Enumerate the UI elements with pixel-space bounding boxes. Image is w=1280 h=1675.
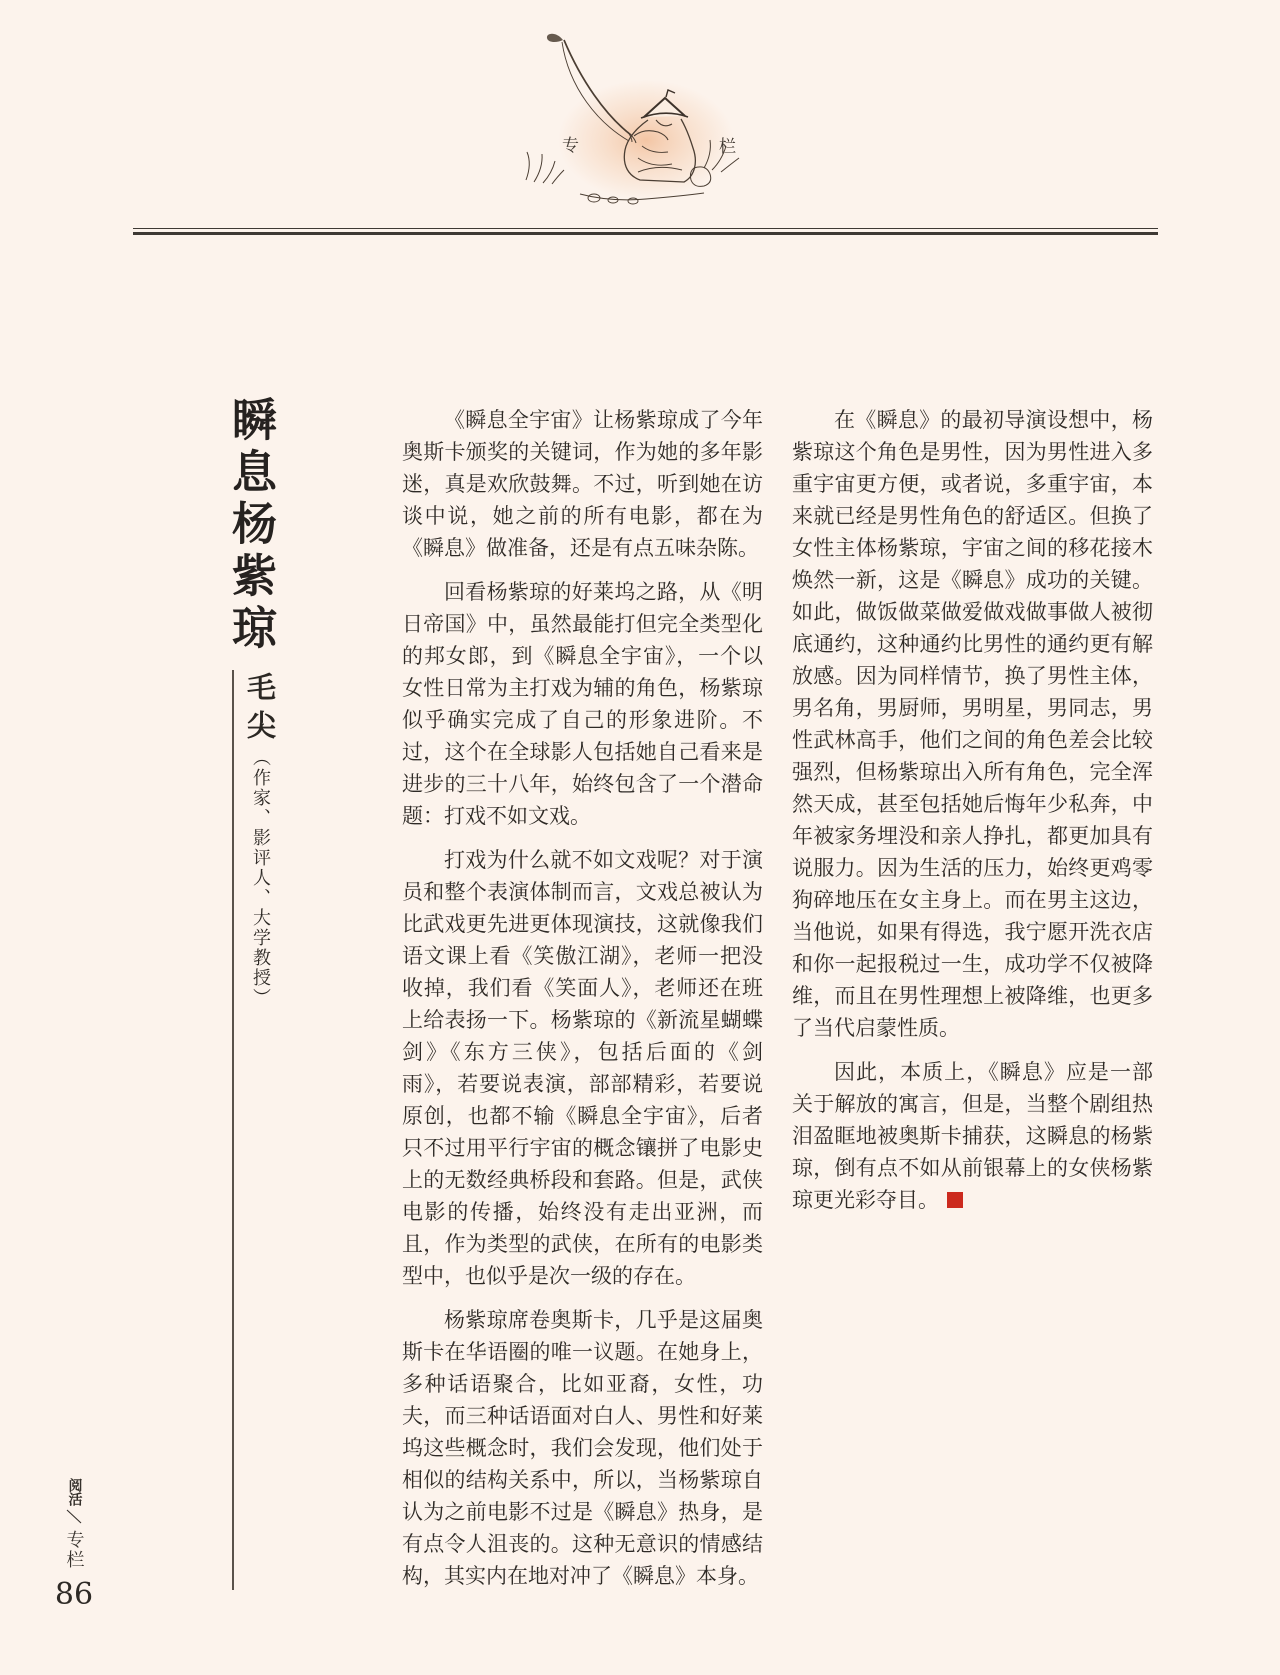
paragraph: 在《瞬息》的最初导演设想中，杨紫琼这个角色是男性，因为男性进入多重宇宙更方便，或者说，多重宇宙，本来就已经是男性角色的舒适区。但换了女性主体杨紫琼，宇宙之间的移花接木焕然一新，这是《瞬息》成功的关键。如此，做饭做菜做爱做戏做事做人被彻底通约，这种通约比男性的通约更有解放感。因为同样情节，换了男性主体，男名角，男厨师，男明星，男同志，男性武林高手，他们之间的角色差会比较强烈，但杨紫琼出入所有角色，完全浑然天成，甚至包括她后悔年少私奔，中年被家务埋没和亲人挣扎，都更加具有说服力。因为生活的压力，始终更鸡零狗碎地压在女主身上。而在男主这边，当他说，如果有得选，我宁愿开洗衣店和你一起报税过一生，成功学不仅被降维，而且在男性理想上被降维，也更多了当代启蒙性质。 [792,408,1153,1040]
paragraph: 打戏为什么就不如文戏呢？对于演员和整个表演体制而言，文戏总被认为比武戏更先进更体现演技，这就像我们语文课上看《笑傲江湖》，老师一把没收掉，我们看《笑面人》，老师还在班上给表扬一下。杨紫琼的《新流星蝴蝶剑》《东方三侠》，包括后面的《剑雨》，若要说表演，部部精彩，若要说原创，也都不输《瞬息全宇宙》，后者只不过用平行宇宙的概念镶拼了电影史上的无数经典桥段和套路。但是，武侠电影的传播，始终没有走出亚洲，而且，作为类型的武侠，在所有的电影类型中，也似乎是次一级的存在。 [402,848,763,1288]
author-divider-line [232,670,234,1590]
article-title: 瞬息杨紫琼 [224,396,277,656]
fisherman-illustration [488,16,793,212]
header-label-left: 专 [562,136,579,156]
header-label-right: 栏 [719,137,736,157]
page-footer [52,1478,96,1612]
author-block [242,672,278,1008]
header-divider-rule [133,228,1158,235]
fisherman-sketch-icon [488,16,793,212]
paragraph-text: 因此，本质上，《瞬息》应是一部关于解放的寓言，但是，当整个剧组热泪盈眶地被奥斯卡捕获，这瞬息的杨紫琼，倒有点不如从前银幕上的女侠杨紫琼更光彩夺目。 [792,1060,1153,1212]
article-column-1 [402,404,763,1604]
section-name: 专栏 [63,1530,85,1570]
magazine-name: 阅活 [66,1478,83,1506]
author-description: （作家、影评人、大学教授） [250,748,271,1008]
article-end-mark [947,1192,963,1208]
paragraph: 《瞬息全宇宙》让杨紫琼成了今年奥斯卡颁奖的关键词，作为她的多年影迷，真是欢欣鼓舞。不过，听到她在访谈中说，她之前的所有电影，都在为《瞬息》做准备，还是有点五味杂陈。 [402,408,763,560]
paragraph [792,1056,1153,1216]
paragraph: 杨紫琼席卷奥斯卡，几乎是这届奥斯卡在华语圈的唯一议题。在她身上，多种话语聚合，比如亚裔，女性，功夫，而三种话语面对白人、男性和好莱坞这些概念时，我们会发现，他们处于相似的结构关系中，所以，当杨紫琼自认为之前电影不过是《瞬息》热身，是有点令人沮丧的。这种无意识的情感结构，其实内在地对冲了《瞬息》本身。 [402,1308,763,1588]
footer-slash-icon [65,1508,83,1529]
paragraph: 回看杨紫琼的好莱坞之路，从《明日帝国》中，虽然最能打但完全类型化的邦女郎，到《瞬息全宇宙》，一个以女性日常为主打戏为辅的角色，杨紫琼似乎确实完成了自己的形象进阶。不过，这个在全球影人包括她自己看来是进步的三十八年，始终包含了一个潜命题：打戏不如文戏。 [402,580,763,828]
article-column-2 [792,404,1153,1228]
author-name: 毛尖 [243,672,277,748]
page-number: 86 [54,1577,94,1612]
